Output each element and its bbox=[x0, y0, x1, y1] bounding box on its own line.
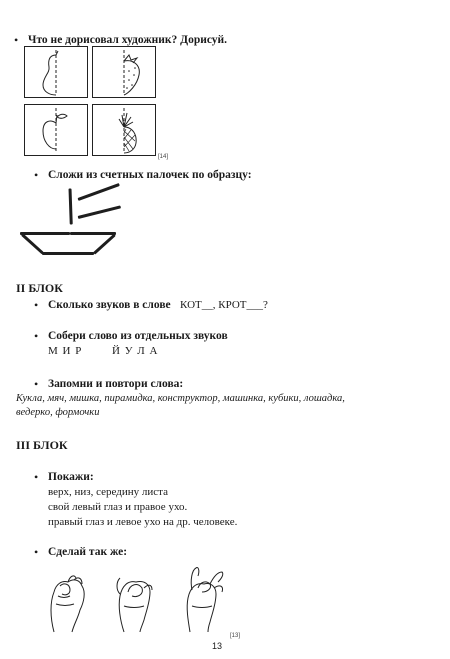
reference-14: [14] bbox=[158, 154, 169, 160]
stick-boat-figure bbox=[18, 182, 128, 262]
picture-grid bbox=[24, 46, 169, 160]
stick-sail-top bbox=[77, 183, 119, 201]
sounds-task-prefix: Сколько звуков в слове bbox=[48, 299, 171, 311]
stick-hull-bottom bbox=[42, 252, 94, 255]
block3-title: III БЛОК bbox=[16, 438, 68, 452]
bullet: • bbox=[34, 470, 39, 484]
do-task-title: Сделай так же: bbox=[48, 546, 128, 558]
task2-title: Сложи из счетных палочек по образцу: bbox=[48, 169, 252, 181]
pineapple-cell bbox=[92, 104, 156, 156]
stick-deck-right bbox=[70, 232, 116, 235]
letters-mir: М И Р bbox=[48, 345, 83, 357]
bullet: • bbox=[34, 298, 39, 312]
half-pear-icon bbox=[25, 47, 87, 97]
strawberry-cell bbox=[92, 46, 156, 98]
half-pineapple-icon bbox=[93, 105, 155, 155]
stick-hull-left bbox=[21, 233, 44, 254]
bullet: • bbox=[34, 377, 39, 391]
block2-title: II БЛОК bbox=[16, 281, 63, 295]
memory-task-title: Запомни и повтори слова: bbox=[48, 378, 184, 390]
bullet: • bbox=[34, 545, 39, 559]
bullet: • bbox=[34, 329, 39, 343]
collect-task-title: Собери слово из отдельных звуков bbox=[48, 330, 228, 342]
reference-13: [13] bbox=[230, 633, 241, 639]
letters-yula: Й У Л А bbox=[112, 345, 159, 357]
show-line-1: верх, низ, середину листа bbox=[48, 486, 168, 498]
pear-cell bbox=[24, 46, 88, 98]
stick-sail-bottom bbox=[78, 205, 121, 219]
apple-cell bbox=[24, 104, 88, 156]
half-apple-icon bbox=[25, 105, 87, 155]
page-number: 13 bbox=[212, 641, 223, 651]
stick-deck-left bbox=[20, 232, 70, 235]
stick-mast bbox=[69, 188, 73, 224]
task1-title: Что не дорисовал художник? Дорисуй. bbox=[28, 34, 228, 46]
hand-gestures bbox=[40, 562, 240, 634]
show-line-2: свой левый глаз и правое ухо. bbox=[48, 501, 188, 513]
bullet: • bbox=[14, 33, 19, 47]
hand-gestures-icon bbox=[40, 562, 240, 634]
stick-hull-right bbox=[93, 234, 116, 255]
half-strawberry-icon bbox=[93, 47, 155, 97]
show-task-title: Покажи: bbox=[48, 471, 94, 483]
show-line-3: правый глаз и левое ухо на др. человеке. bbox=[48, 516, 238, 528]
memory-words-line1: Кукла, мяч, мишка, пирамидка, конструктор, машинка, кубики, лошадка, bbox=[16, 393, 345, 404]
sounds-task-words: КОТ__, КРОТ___? bbox=[180, 299, 268, 311]
bullet: • bbox=[34, 168, 39, 182]
memory-words-line2: ведерко, формочки bbox=[16, 407, 100, 418]
